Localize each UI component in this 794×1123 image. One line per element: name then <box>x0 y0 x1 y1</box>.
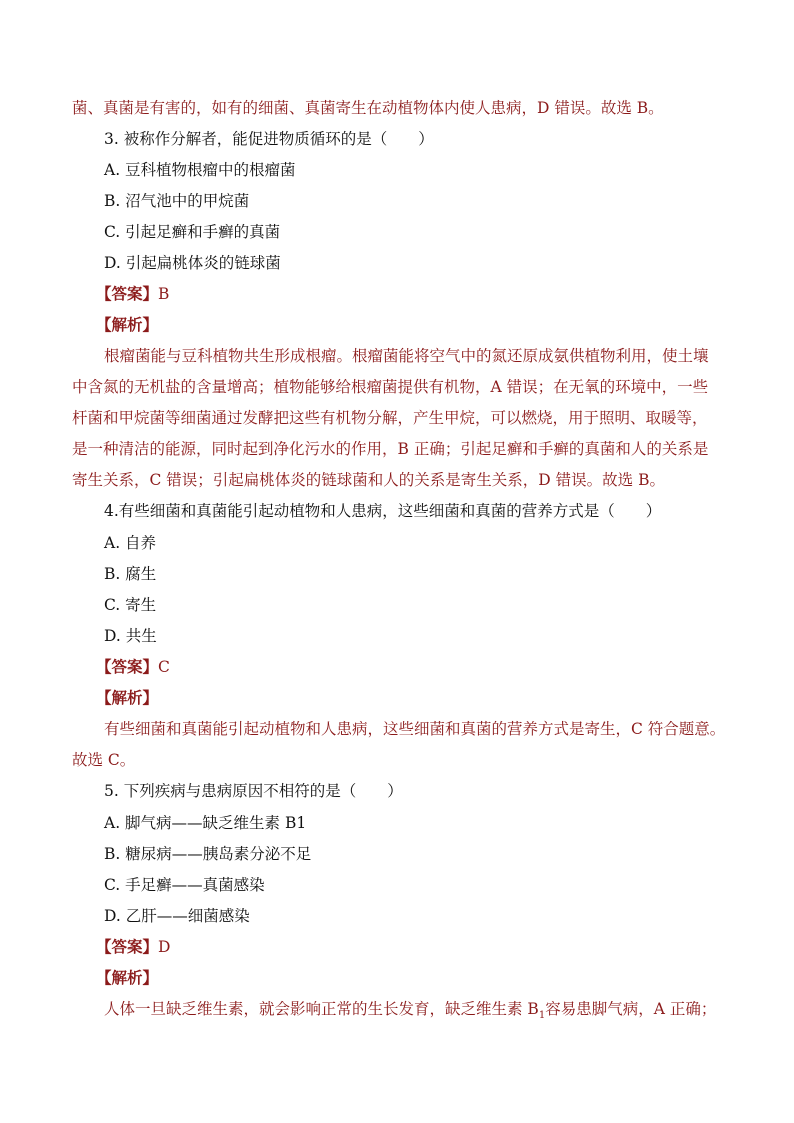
question-3-option-c: C. 引起足癣和手癣的真菌 <box>104 223 281 241</box>
question-3-stem: 3. 被称作分解者，能促进物质循环的是（ ） <box>104 130 434 148</box>
question-3-analysis-tag <box>96 315 158 335</box>
answer-value: B <box>158 285 170 303</box>
question-5-option-c: C. 手足癣——真菌感染 <box>104 876 265 894</box>
explanation-line: 根瘤菌能与豆科植物共生形成根瘤。根瘤菌能将空气中的氮还原成氨供植物利用，使土壤 <box>104 347 709 365</box>
question-4-analysis-tag <box>96 688 158 708</box>
question-5-stem: 5. 下列疾病与患病原因不相符的是（ ） <box>104 782 403 800</box>
question-4-stem: 4.有些细菌和真菌能引起动植物和人患病，这些细菌和真菌的营养方式是（ ） <box>104 502 662 520</box>
question-3-option-b: B. 沼气池中的甲烷菌 <box>104 192 250 210</box>
explanation-line: 是一种清洁的能源，同时起到净化污水的作用，B 正确；引起足癣和手癣的真菌和人的关系是 <box>72 440 709 458</box>
question-5-analysis-tag <box>96 968 158 988</box>
analysis-tag: 【解析】 <box>96 688 159 707</box>
question-3-option-d: D. 引起扁桃体炎的链球菌 <box>104 254 281 272</box>
explanation-line: 杆菌和甲烷菌等细菌通过发酵把这些有机物分解，产生甲烷，可以燃烧，用于照明、取暖等， <box>72 409 708 427</box>
explanation-text: 容易患脚气病，A 正确； <box>545 1000 717 1018</box>
question-4-option-d: D. 共生 <box>104 627 157 645</box>
question-5-option-b: B. 糖尿病——胰岛素分泌不足 <box>104 845 312 863</box>
question-4-option-b: B. 腐生 <box>104 565 157 583</box>
question-3-answer <box>96 284 169 304</box>
answer-value: D <box>158 938 171 956</box>
analysis-tag: 【解析】 <box>96 968 159 987</box>
explanation-line: 有些细菌和真菌能引起动植物和人患病，这些细菌和真菌的营养方式是寄生，C 符合题意。 <box>104 720 726 738</box>
explanation-line: 菌、真菌是有害的，如有的细菌、真菌寄生在动植物体内使人患病，D 错误。故选 B。 <box>72 99 664 117</box>
explanation-line: 中含氮的无机盐的含量增高；植物能够给根瘤菌提供有机物，A 错误；在无氧的环境中，一些 <box>72 378 709 396</box>
analysis-tag: 【解析】 <box>96 315 159 334</box>
explanation-line <box>104 999 716 1026</box>
answer-value: C <box>158 658 170 676</box>
question-4-answer <box>96 657 170 677</box>
answer-tag: 【答案】 <box>96 657 159 676</box>
question-5-answer <box>96 937 170 957</box>
question-5-option-a: A. 脚气病——缺乏维生素 B1 <box>104 814 307 832</box>
question-5-option-d: D. 乙肝——细菌感染 <box>104 907 250 925</box>
answer-tag: 【答案】 <box>96 284 159 303</box>
question-3-option-a: A. 豆科植物根瘤中的根瘤菌 <box>104 161 296 179</box>
subscript: 1 <box>538 1010 546 1022</box>
question-4-option-c: C. 寄生 <box>104 596 157 614</box>
explanation-line: 故选 C。 <box>72 751 136 769</box>
question-4-option-a: A. 自养 <box>104 534 157 552</box>
answer-tag: 【答案】 <box>96 937 159 956</box>
explanation-text: 人体一旦缺乏维生素，就会影响正常的生长发育，缺乏维生素 B <box>104 1000 539 1018</box>
explanation-line: 寄生关系，C 错误；引起扁桃体炎的链球菌和人的关系是寄生关系，D 错误。故选 B。 <box>72 471 665 489</box>
